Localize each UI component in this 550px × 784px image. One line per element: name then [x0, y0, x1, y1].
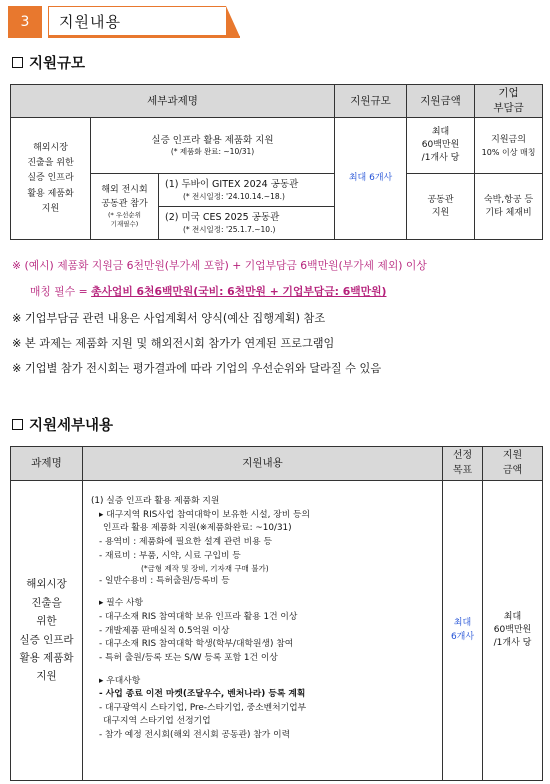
exhibit1-title: (1) 두바이 GITEX 2024 공동관	[165, 179, 299, 191]
exhibit-label-line: 공동관 참가	[101, 198, 148, 209]
detail-line: (1) 실증 인프라 활용 제품화 지원	[91, 496, 220, 506]
exhibit2-cell	[159, 207, 335, 240]
detail-line: - 대구소재 RIS 참여대학 보유 인프라 활용 1건 이상	[99, 612, 298, 622]
task-line: 위한	[36, 615, 57, 628]
section-number: 3	[8, 6, 42, 38]
header-amount: 지원 금액	[483, 447, 543, 481]
exhibit-label-cell	[91, 174, 159, 240]
exhibit1-sub: (* 전시일정: '24.10.14.~18.)	[183, 191, 285, 201]
burden-line: 기타 체재비	[485, 207, 532, 218]
detail-target-cell	[443, 481, 483, 781]
exhibit1-cell	[159, 174, 335, 207]
note-program: ※ 본 과제는 제품화 지원 및 해외전시회 참가가 연계된 프로그램임	[12, 337, 335, 350]
detail-line: - 사업 종료 이전 마켓(조달우수, 벤처나라) 등록 계획	[99, 689, 306, 700]
header-content: 지원내용	[83, 447, 443, 481]
task-name-cell	[11, 118, 91, 240]
amount-line: 공동관	[427, 194, 454, 205]
item1-cell	[91, 118, 335, 174]
detail-line: - 재료비 : 부품, 시약, 시료 구입비 등	[99, 550, 241, 561]
amount-line: 60백만원	[493, 624, 532, 635]
support-detail-title: 지원세부내용	[29, 418, 114, 434]
amount-line: 최대	[503, 611, 522, 622]
amount1-cell	[407, 118, 475, 174]
support-detail-heading	[12, 414, 113, 435]
section-title: 지원내용	[48, 6, 226, 36]
detail-line	[91, 666, 438, 675]
task-line: 진출을	[31, 596, 62, 609]
burden-line: 10% 이상 매칭	[481, 147, 536, 157]
task-line: 활용 제품화	[27, 188, 74, 199]
detail-line: - 대구소재 RIS 참여대학 학생(학부/대학원생) 참여	[99, 639, 294, 650]
section-underline	[48, 36, 240, 38]
detail-line: - 개발제품 판매실적 0.5억원 이상	[99, 625, 230, 636]
exhibit-sub-line: (* 우선순위	[108, 210, 141, 219]
amount-line: /1개사 당	[493, 638, 532, 649]
detail-amount-cell	[483, 481, 543, 781]
amount-line: 지원	[431, 207, 450, 218]
detail-line: 인프라 활용 제품화 지원(※제품화완료: ~10/31)	[103, 523, 292, 534]
checkbox-square-icon	[12, 57, 23, 68]
support-scale-title: 지원규모	[29, 56, 86, 72]
burden2-cell	[475, 174, 543, 240]
support-scale-table	[10, 84, 543, 240]
note-priority: ※ 기업별 참가 전시회는 평가결과에 따라 기업의 우선순위와 달라질 수 있음	[12, 362, 382, 375]
detail-task-cell	[11, 481, 83, 781]
task-line: 활용 제품화	[19, 651, 74, 664]
header-task: 과제명	[11, 447, 83, 481]
note-burden: ※ 기업부담금 관련 내용은 사업계획서 양식(예산 집행계획) 참조	[12, 312, 326, 325]
detail-content-cell	[83, 481, 443, 781]
detail-line: - 특허 출원/등록 또는 S/W 등록 포함 1건 이상	[99, 652, 278, 663]
amount-line: /1개사 당	[421, 153, 460, 164]
scale-cell: 최대 6개사	[335, 118, 407, 240]
header-amount: 지원금액	[407, 85, 475, 118]
detail-line: - 일반수용비 : 특허출원/등록비 등	[99, 575, 230, 586]
task-line: 해외시장	[33, 142, 68, 153]
task-line: 실증 인프라	[27, 173, 74, 184]
detail-line: - 대구광역시 스타기업, Pre-스타기업, 중소벤처기업부	[99, 702, 307, 713]
task-line: 실증 인프라	[19, 633, 74, 646]
support-detail-table	[10, 446, 543, 781]
detail-line	[91, 588, 438, 597]
detail-line: ▸ 대구지역 RIS사업 참여대학이 보유한 시설, 장비 등의	[99, 509, 311, 520]
note-matching-prefix: 매칭 필수 =	[30, 285, 92, 298]
item1-title: 실증 인프라 활용 제품화 지원	[151, 134, 274, 146]
detail-line: - 참가 예정 전시회(해외 전시회 공동관) 참가 이력	[99, 730, 291, 740]
header-burden: 기업 부담금	[475, 85, 543, 118]
section-header	[8, 6, 240, 38]
header-scale: 지원규모	[335, 85, 407, 118]
note-matching-total: 총사업비 6천6백만원(국비: 6천만원 + 기업부담금: 6백만원)	[91, 285, 387, 298]
item1-sub: (* 제품화 완료: ~10/31)	[170, 147, 255, 157]
detail-line: - 용역비 : 제품화에 필요한 설계 관련 비용 등	[99, 536, 272, 547]
burden-line: 숙박,항공 등	[483, 194, 534, 205]
exhibit-sub-line: 기재필수)	[110, 219, 139, 228]
amount2-cell	[407, 174, 475, 240]
exhibit-label-line: 해외 전시회	[101, 185, 148, 196]
header-task: 세부과제명	[11, 85, 335, 118]
note-matching	[30, 284, 386, 299]
target-line: 6개사	[450, 631, 475, 642]
burden-line: 지원금의	[491, 134, 526, 145]
header-target: 선정 목표	[443, 447, 483, 481]
task-line: 지원	[36, 670, 57, 683]
amount-line: 최대	[431, 127, 450, 138]
detail-line: ▸ 필수 사항	[99, 598, 143, 609]
target-line: 최대	[453, 618, 472, 629]
exhibit2-title: (2) 미국 CES 2025 공동관	[165, 212, 280, 224]
burden1-cell	[475, 118, 543, 174]
task-line: 지원	[41, 203, 60, 214]
detail-line: 대구지역 스타기업 선정기업	[103, 716, 211, 727]
task-line: 해외시장	[26, 578, 67, 591]
checkbox-square-icon	[12, 419, 23, 430]
exhibit2-sub: (* 전시일정: '25.1.7.~10.)	[183, 224, 276, 234]
detail-line: ▸ 우대사항	[99, 675, 141, 686]
note-example: ※ (예시) 제품화 지원금 6천만원(부가세 포함) + 기업부담금 6백만원(부가세 제외) 이상	[12, 259, 427, 272]
support-scale-heading	[12, 52, 85, 73]
amount-line: 60백만원	[421, 140, 460, 151]
task-line: 진출을 위한	[27, 157, 74, 168]
detail-line: (*금형 제작 및 장비, 기자재 구매 불가)	[141, 564, 269, 574]
